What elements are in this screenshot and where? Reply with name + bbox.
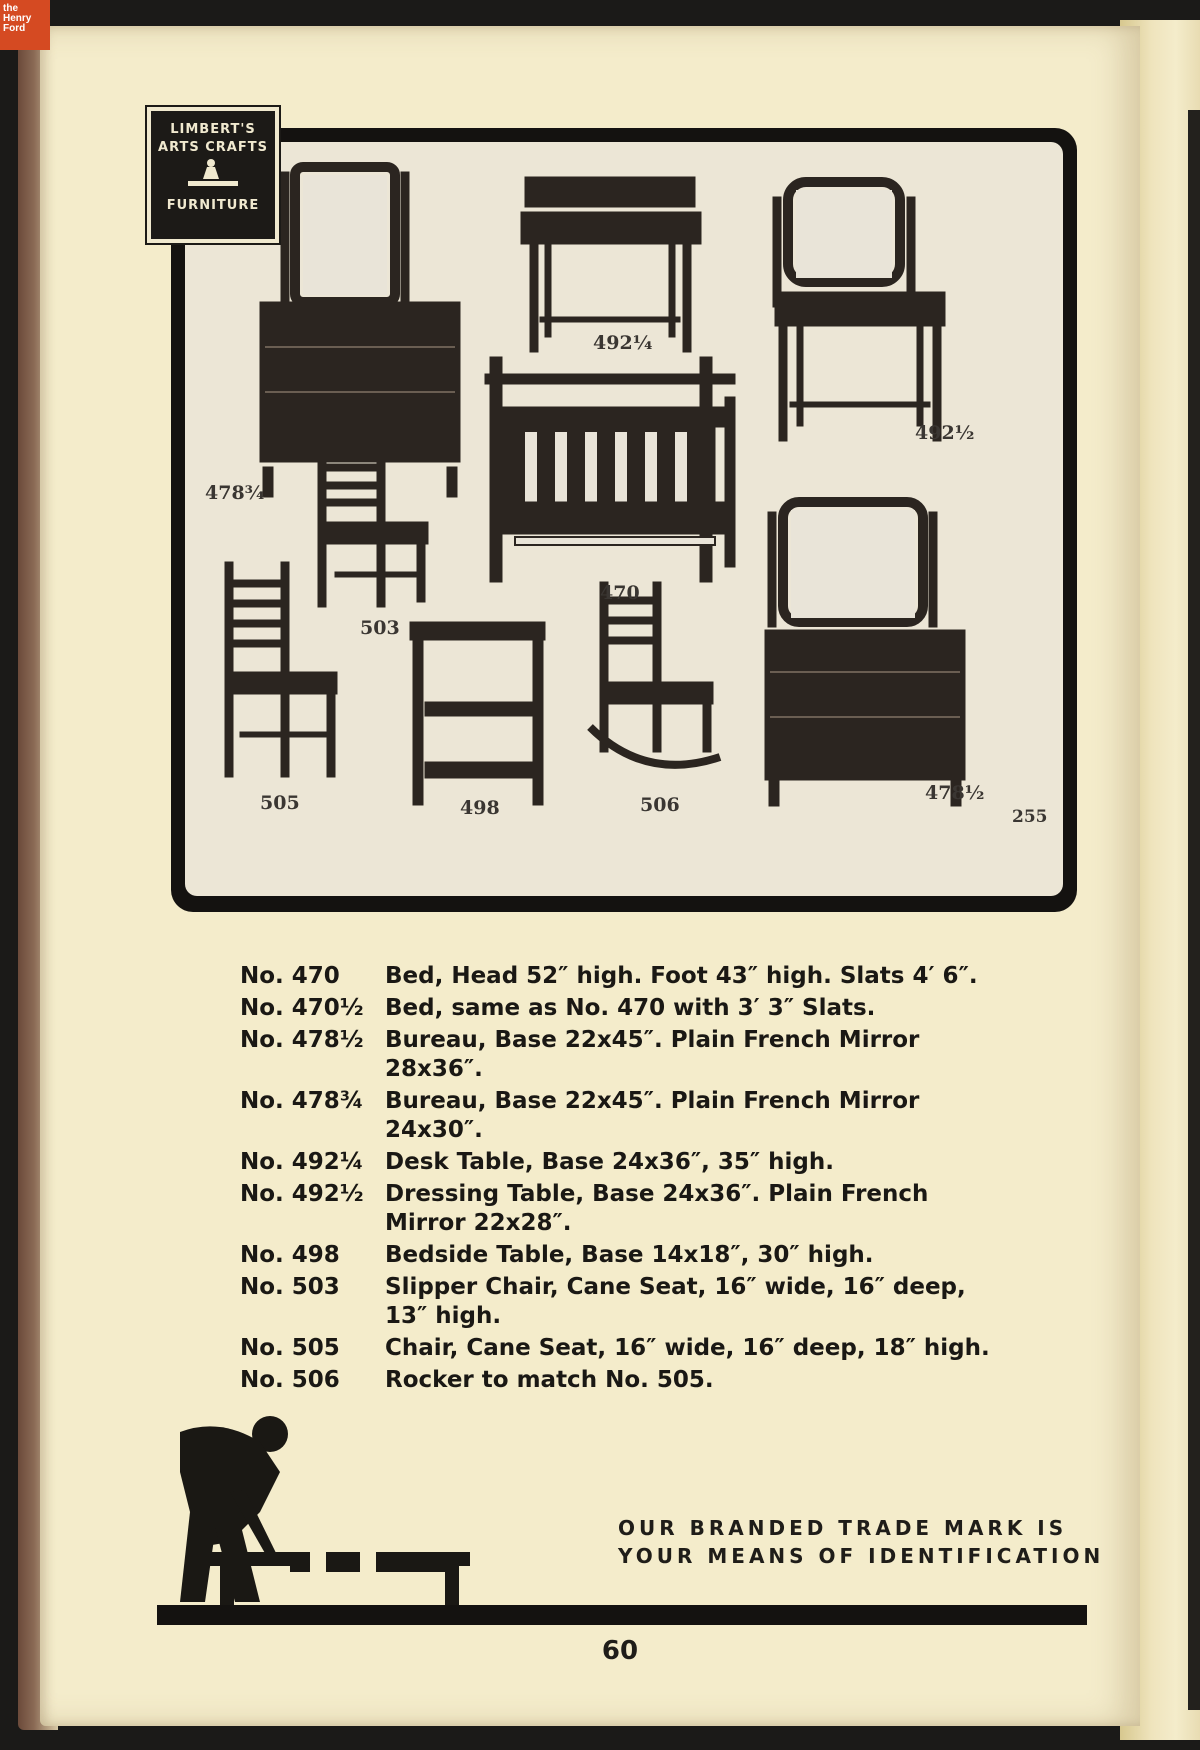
spec-description: Bureau, Base 22x45″. Plain French Mirror 28x36″. xyxy=(385,1027,920,1082)
spec-description: Bed, Head 52″ high. Foot 43″ high. Slats 4′ 6″. xyxy=(385,963,978,989)
spec-row xyxy=(240,1087,1000,1145)
spec-row xyxy=(240,1026,1000,1084)
rocker-506-drawing xyxy=(590,582,720,765)
label-478-1-2: 478½ xyxy=(925,782,985,804)
spec-number: No. 503 xyxy=(240,1274,340,1300)
label-492-1-4: 492¼ xyxy=(593,332,653,354)
slipper-chair-503-drawing xyxy=(318,452,428,607)
label-503: 503 xyxy=(360,617,400,639)
item-specifications xyxy=(240,962,1000,1398)
logo-ford: Ford xyxy=(3,23,26,34)
spec-description: Rocker to match No. 505. xyxy=(385,1367,714,1393)
bed-470-drawing xyxy=(485,357,735,582)
trademark-tagline xyxy=(618,1514,1105,1570)
craftsman-at-bench-illustration xyxy=(160,1412,480,1617)
spec-row xyxy=(240,994,1000,1023)
footer-rule xyxy=(157,1605,1087,1625)
dressing-table-492-1-2-drawing xyxy=(773,182,945,441)
spec-description: Bed, same as No. 470 with 3′ 3″ Slats. xyxy=(385,995,876,1021)
spec-number: No. 478½ xyxy=(240,1027,364,1053)
logo-henry: Henry xyxy=(3,13,32,24)
label-505: 505 xyxy=(260,792,300,814)
label-470: 470 xyxy=(600,582,640,604)
label-492-1-2: 492½ xyxy=(915,422,975,444)
spec-number: No. 478¾ xyxy=(240,1088,364,1114)
spec-row xyxy=(240,1366,1000,1395)
spec-number: No. 492¼ xyxy=(240,1149,364,1175)
spec-description: Slipper Chair, Cane Seat, 16″ wide, 16″ deep, 13″ high. xyxy=(385,1274,966,1329)
spec-row xyxy=(240,1148,1000,1177)
spec-description: Desk Table, Base 24x36″, 35″ high. xyxy=(385,1149,834,1175)
furniture-illustration-plate xyxy=(171,128,1077,912)
spec-row xyxy=(240,1334,1000,1363)
spec-row xyxy=(240,1180,1000,1238)
bedside-table-498-drawing xyxy=(410,622,545,805)
spec-number: No. 498 xyxy=(240,1242,340,1268)
desk-table-492-1-4-drawing xyxy=(521,177,701,352)
spec-description: Bedside Table, Base 14x18″, 30″ high. xyxy=(385,1242,874,1268)
bureau-478-3-4-drawing xyxy=(260,167,460,497)
spec-description: Bureau, Base 22x45″. Plain French Mirror 24x30″. xyxy=(385,1088,920,1143)
spec-description: Dressing Table, Base 24x36″. Plain French Mirror 22x28″. xyxy=(385,1181,929,1236)
bureau-478-1-2-drawing xyxy=(765,502,965,806)
label-498: 498 xyxy=(460,797,500,819)
trademark-line-2: ARTS CRAFTS xyxy=(158,140,268,155)
spec-row xyxy=(240,1241,1000,1270)
plate-inner xyxy=(185,142,1063,896)
label-478-3-4: 478¾ xyxy=(205,482,265,504)
limbert-trademark-badge xyxy=(147,107,279,243)
spec-row xyxy=(240,962,1000,991)
page-number: 60 xyxy=(601,1636,639,1666)
spec-number: No. 505 xyxy=(240,1335,340,1361)
spec-number: No. 506 xyxy=(240,1367,340,1393)
next-page-edge xyxy=(1188,110,1200,1710)
craftsman-emblem-icon xyxy=(183,157,243,191)
label-506: 506 xyxy=(640,794,680,816)
tagline-line-2: YOUR MEANS OF IDENTIFICATION xyxy=(618,1544,1105,1568)
henry-ford-logo xyxy=(0,0,50,50)
trademark-line-1: LIMBERT'S xyxy=(170,122,256,137)
spec-number: No. 470½ xyxy=(240,995,364,1021)
spec-number: No. 470 xyxy=(240,963,340,989)
spec-number: No. 492½ xyxy=(240,1181,364,1207)
spec-description: Chair, Cane Seat, 16″ wide, 16″ deep, 18″ high. xyxy=(385,1335,990,1361)
logo-the: the xyxy=(3,3,18,14)
tagline-line-1: OUR BRANDED TRADE MARK IS xyxy=(618,1516,1068,1540)
spec-row xyxy=(240,1273,1000,1331)
plate-number: 255 xyxy=(1012,807,1048,827)
trademark-line-3: FURNITURE xyxy=(166,198,260,213)
